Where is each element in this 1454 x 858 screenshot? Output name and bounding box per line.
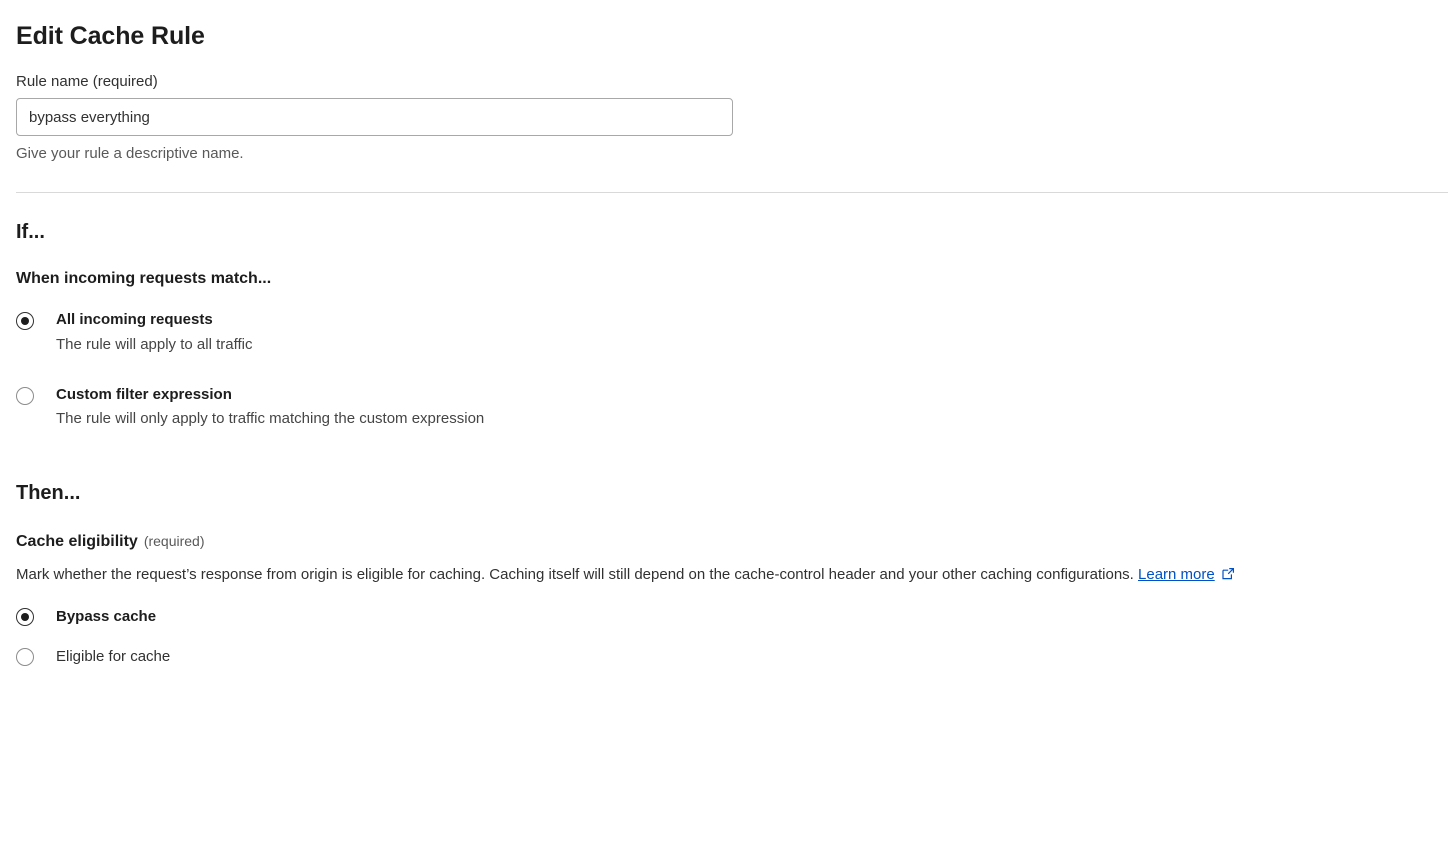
radio-option-all-incoming-requests[interactable] <box>16 310 1438 355</box>
radio-desc-custom-filter-expression: The rule will only apply to traffic matching the custom expression <box>56 410 485 428</box>
section-divider <box>16 192 1448 193</box>
rule-name-help-text: Give your rule a descriptive name. <box>16 145 244 162</box>
radio-icon-eligible-for-cache[interactable] <box>16 648 34 666</box>
cache-eligibility-label <box>16 533 1438 551</box>
cache-eligibility-required: (required) <box>143 532 205 549</box>
radio-icon-all-incoming-requests[interactable] <box>16 312 34 330</box>
radio-option-custom-filter-expression[interactable] <box>16 385 1438 430</box>
if-section-heading: If... <box>16 221 45 243</box>
cache-eligibility-title: Cache eligibility <box>16 532 138 550</box>
page-title: Edit Cache Rule <box>16 22 205 50</box>
cache-eligibility-description <box>16 564 1436 588</box>
radio-desc-all-incoming-requests: The rule will apply to all traffic <box>56 335 253 353</box>
radio-label-bypass-cache: Bypass cache <box>56 608 157 626</box>
rule-name-input[interactable] <box>16 98 733 136</box>
incoming-requests-match-heading: When incoming requests match... <box>16 270 272 287</box>
radio-label-custom-filter-expression: Custom filter expression <box>56 385 232 403</box>
radio-label-eligible-for-cache: Eligible for cache <box>56 647 171 665</box>
radio-label-all-incoming-requests: All incoming requests <box>56 311 213 328</box>
then-section-heading: Then... <box>16 481 81 504</box>
cache-eligibility-radio-group <box>16 607 1438 666</box>
learn-more-link[interactable]: Learn more <box>1138 565 1215 583</box>
radio-option-bypass-cache[interactable] <box>16 607 1438 627</box>
rule-name-label: Rule name (required) <box>16 73 158 90</box>
radio-icon-custom-filter-expression[interactable] <box>16 387 34 405</box>
then-section <box>16 482 1438 667</box>
radio-icon-bypass-cache[interactable] <box>16 608 34 626</box>
incoming-requests-radio-group <box>16 310 1438 430</box>
cache-eligibility-description-text: Mark whether the request’s response from origin is eligible for caching. Caching itself will still depend on the cache-control header and your other caching configurations. <box>16 565 1134 583</box>
external-link-icon <box>1221 566 1235 588</box>
radio-option-eligible-for-cache[interactable] <box>16 647 1438 667</box>
